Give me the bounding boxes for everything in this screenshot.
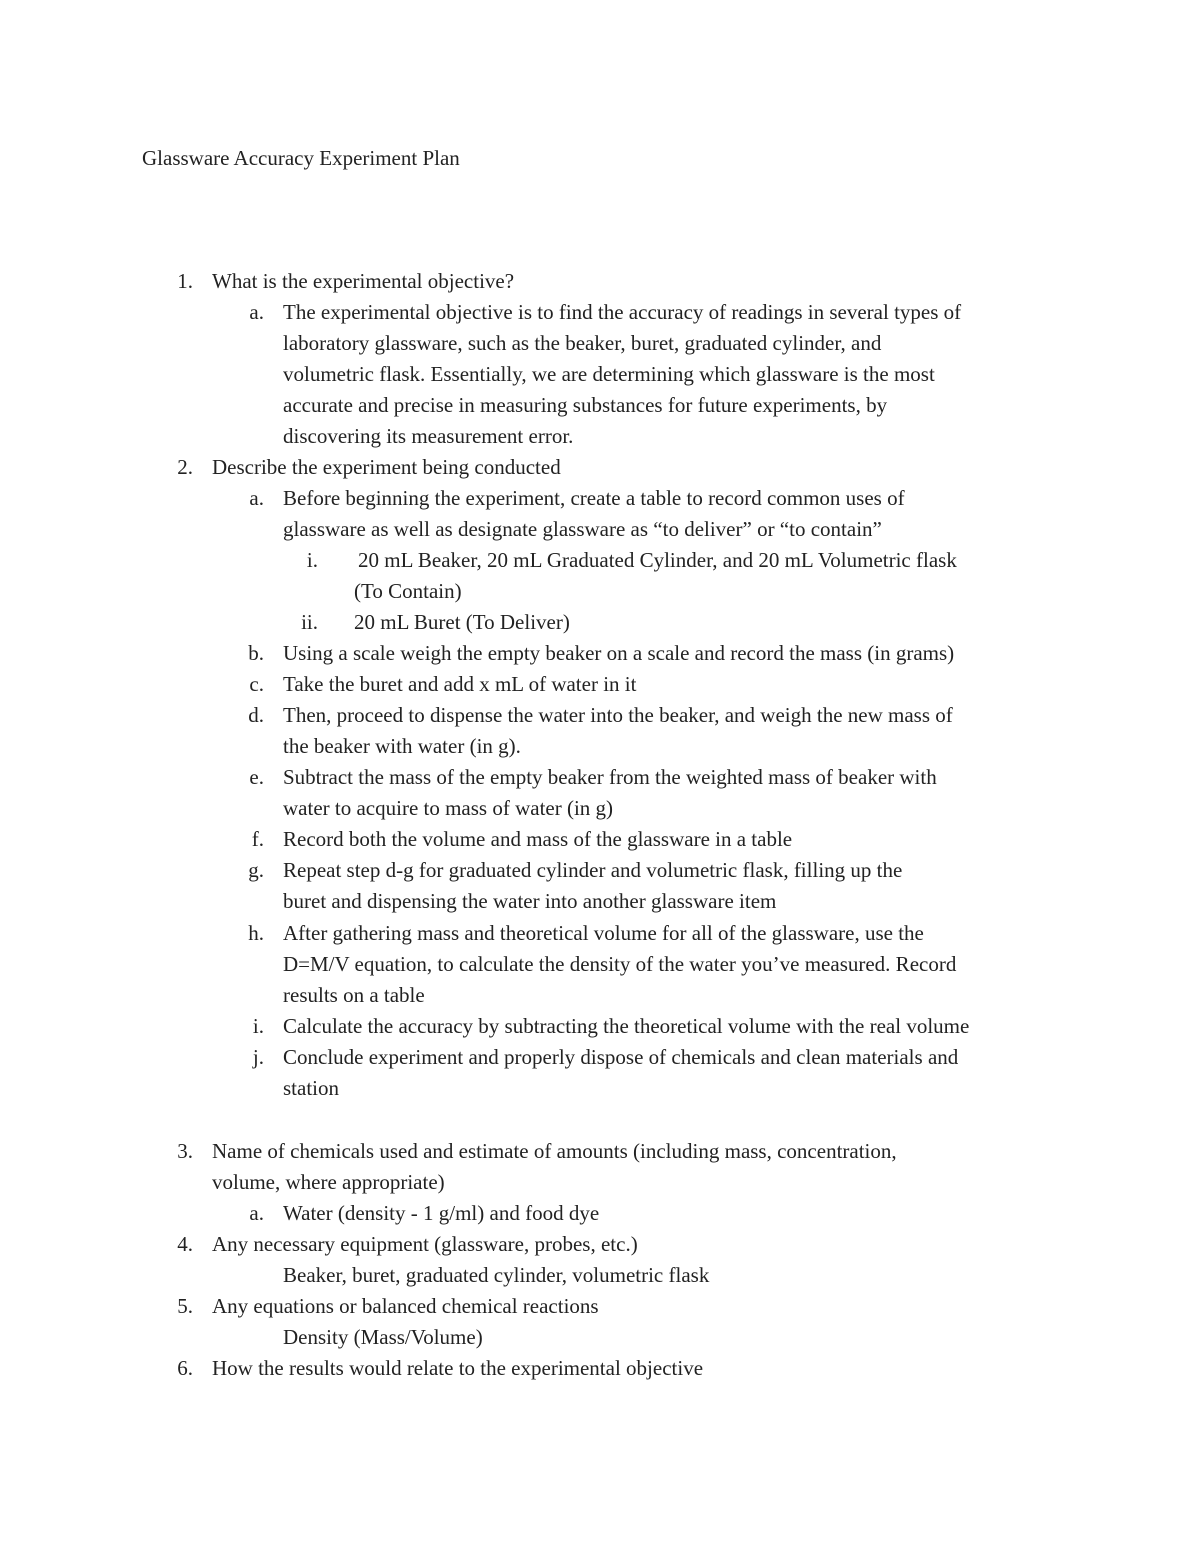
q2i-marker: i. [252, 1014, 264, 1038]
q2e-line: water to acquire to mass of water (in g) [283, 796, 614, 820]
document-title: Glassware Accuracy Experiment Plan [142, 146, 460, 170]
q1-number: 1. [177, 269, 193, 293]
q2h-marker: h. [248, 921, 264, 945]
q2-text: Describe the experiment being conducted [212, 455, 561, 479]
q2a-i-line: (To Contain) [354, 579, 462, 603]
q2a-i-line: 20 mL Beaker, 20 mL Graduated Cylinder, and 20 mL Volumetric flask [358, 548, 957, 572]
q5-text: Any equations or balanced chemical reactions [212, 1294, 599, 1318]
q2a-marker: a. [249, 486, 264, 510]
q2e-line: Subtract the mass of the empty beaker from the weighted mass of beaker with [283, 765, 937, 789]
q2h-line: D=M/V equation, to calculate the density of the water you’ve measured. Record [283, 952, 957, 976]
q1-text: What is the experimental objective? [212, 269, 515, 293]
q2h-line: After gathering mass and theoretical volume for all of the glassware, use the [283, 921, 924, 945]
q2g-line: Repeat step d-g for graduated cylinder and volumetric flask, filling up the [283, 858, 903, 882]
q3a-marker: a. [249, 1201, 264, 1225]
q2g-marker: g. [248, 858, 264, 882]
q4-text: Any necessary equipment (glassware, probes, etc.) [212, 1232, 638, 1256]
q2e-marker: e. [249, 765, 264, 789]
q6-number: 6. [177, 1356, 193, 1380]
q1a-line: The experimental objective is to find the accuracy of readings in several types of [283, 300, 962, 324]
q3-line: Name of chemicals used and estimate of amounts (including mass, concentration, [212, 1139, 897, 1163]
q2j-line: station [283, 1076, 339, 1100]
q4-answer: Beaker, buret, graduated cylinder, volumetric flask [283, 1263, 710, 1287]
q2d-line: Then, proceed to dispense the water into the beaker, and weigh the new mass of [283, 703, 953, 727]
q1a-line: accurate and precise in measuring substances for future experiments, by [283, 393, 888, 417]
q2a-ii-marker: ii. [301, 610, 318, 634]
q6-text: How the results would relate to the experimental objective [212, 1356, 704, 1380]
q2d-marker: d. [248, 703, 264, 727]
q5-number: 5. [177, 1294, 193, 1318]
q2g-line: buret and dispensing the water into another glassware item [283, 889, 777, 913]
q3a-text: Water (density - 1 g/ml) and food dye [283, 1201, 600, 1225]
q2f-marker: f. [251, 827, 264, 851]
q2c-line: Take the buret and add x mL of water in it [283, 672, 637, 696]
q1a-line: discovering its measurement error. [283, 424, 574, 448]
q3-number: 3. [177, 1139, 193, 1163]
q2i-line: Calculate the accuracy by subtracting the theoretical volume with the real volume [283, 1014, 970, 1038]
q5-answer: Density (Mass/Volume) [283, 1325, 483, 1349]
q2a-line: glassware as well as designate glassware as “to deliver” or “to contain” [283, 517, 882, 541]
q1a-line: volumetric flask. Essentially, we are determining which glassware is the most [283, 362, 935, 386]
q2d-line: the beaker with water (in g). [283, 734, 521, 758]
q2f-line: Record both the volume and mass of the glassware in a table [283, 827, 793, 851]
q1a-marker: a. [249, 300, 264, 324]
q2a-ii-line: 20 mL Buret (To Deliver) [354, 610, 570, 634]
q2-number: 2. [177, 455, 193, 479]
q2b-marker: b. [248, 641, 264, 665]
q2j-marker: j. [252, 1045, 264, 1069]
q1a-line: laboratory glassware, such as the beaker, buret, graduated cylinder, and [283, 331, 882, 355]
q2a-line: Before beginning the experiment, create a table to record common uses of [283, 486, 905, 510]
q4-number: 4. [177, 1232, 193, 1256]
q2j-line: Conclude experiment and properly dispose of chemicals and clean materials and [283, 1045, 959, 1069]
q2h-line: results on a table [283, 983, 425, 1007]
q2c-marker: c. [249, 672, 264, 696]
q2a-i-marker: i. [306, 548, 318, 572]
q3-line: volume, where appropriate) [212, 1170, 445, 1194]
q2b-line: Using a scale weigh the empty beaker on a scale and record the mass (in grams) [283, 641, 955, 665]
